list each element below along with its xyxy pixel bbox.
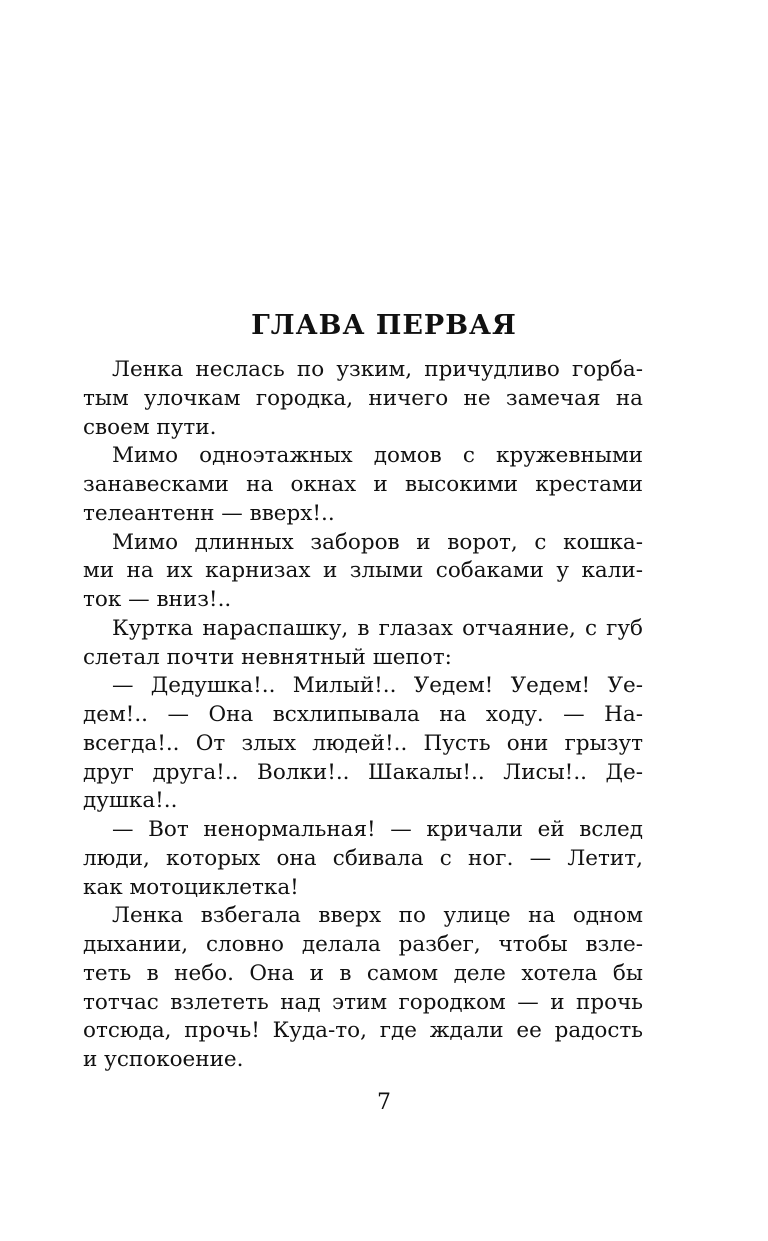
text-line: теть в небо. Она и в самом деле хотела бы	[83, 960, 643, 986]
text-line: — Дедушка!.. Милый!.. Уедем! Уедем! Уе-	[112, 673, 643, 699]
text-line: слетал почти невнятный шепот:	[83, 644, 452, 670]
page-number: 7	[377, 1090, 391, 1115]
text-line: душка!..	[83, 788, 178, 814]
text-line: Куртка нараспашку, в глазах отчаяние, с губ	[112, 615, 643, 641]
text-line: ми на их карнизах и злыми собаками у кали-	[83, 558, 643, 584]
text-line: тым улочкам городка, ничего не замечая на	[83, 385, 643, 411]
text-line: ток — вниз!..	[83, 587, 232, 612]
text-line: своем пути.	[83, 414, 217, 440]
text-line: и успокоение.	[83, 1047, 244, 1072]
text-line: отсюда, прочь! Куда-то, где ждали ее радость	[83, 1018, 643, 1044]
text-line: занавесками на окнах и высокими крестами	[83, 472, 643, 497]
text-line: друг друга!.. Волки!.. Шакалы!.. Лисы!.. Де-	[83, 759, 643, 785]
text-line: дем!.. — Она всхлипывала на ходу. — На-	[83, 702, 643, 727]
text-line: Ленка неслась по узким, причудливо горба-	[112, 357, 643, 382]
body-text	[83, 356, 643, 1075]
text-line: Ленка взбегала вверх по улице на одном	[112, 903, 643, 929]
text-line: дыхании, словно делала разбег, чтобы взле-	[83, 932, 643, 957]
text-line: люди, которых она сбивала с ног. — Летит,	[83, 845, 643, 871]
text-line: как мотоциклетка!	[83, 874, 299, 900]
text-line: Мимо одноэтажных домов с кружевными	[112, 443, 643, 469]
text-line: — Вот ненормальная! — кричали ей вслед	[112, 817, 643, 842]
text-line: всегда!.. От злых людей!.. Пусть они грызут	[83, 730, 643, 756]
text-line: телеантенн — вверх!..	[83, 500, 335, 526]
text-line: тотчас взлететь над этим городком — и прочь	[83, 989, 643, 1015]
chapter-title: ГЛАВА ПЕРВАЯ	[251, 310, 517, 341]
text-line: Мимо длинных заборов и ворот, с кошка-	[112, 529, 643, 555]
